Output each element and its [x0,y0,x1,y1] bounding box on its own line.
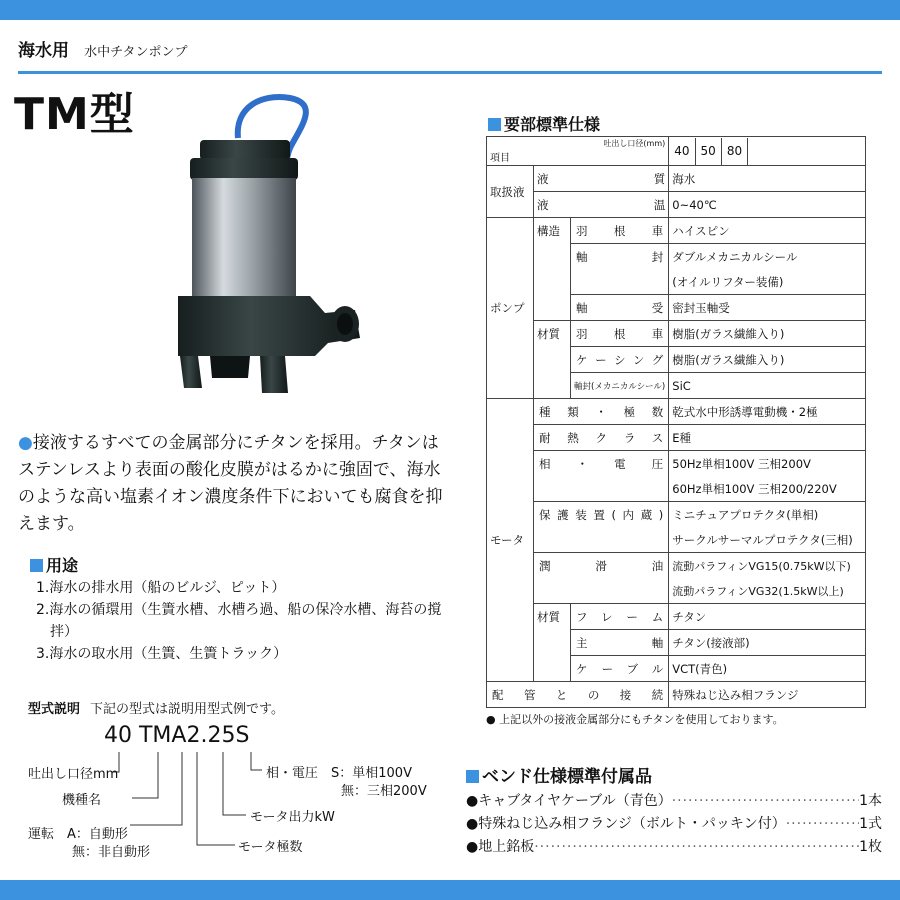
bend-list [466,790,882,859]
pump-illustration [150,88,380,408]
group-liquid: 取扱液 [487,166,534,218]
spec-value: 流動パラフィンVG15(0.75kW以下) [669,553,866,579]
spec-row-label: 液 質 [534,166,669,192]
subtitle-label: 水中チタンポンプ [84,45,188,60]
square-icon [488,118,501,131]
label-bore: 吐出し口径mm [28,767,119,782]
spec-row-label: 保護装置(内蔵) [534,502,669,553]
spec-value: 樹脂(ガラス繊維入り) [669,321,866,347]
spec-value: ミニチュアプロテクタ(単相) [669,502,866,528]
spec-value: チタン(接液部) [669,630,866,656]
list-item: 3.海水の取水用（生簀、生簀トラック） [36,646,288,662]
spec-value: 海水 [669,166,866,192]
spec-row-label: ケーシング [571,347,669,373]
bend-title: ベンド仕様標準付属品 [466,762,652,787]
motor-material: 材質 [534,604,571,682]
spec-row-label: フレーム [571,604,669,630]
group-pump: ポンプ [487,218,534,399]
spec-value: SiC [669,373,866,399]
size-row: 40 50 80 [669,137,866,166]
label-phase-none: 無：三相200V [341,784,427,799]
spec-row-label: 相・電圧 [534,451,669,502]
spec-value: 乾式水中形誘導電動機・2極 [669,399,866,425]
spec-row-label: 羽根車 [571,218,669,244]
page-header [18,36,187,61]
spec-row-label: 主軸 [571,630,669,656]
spec-note: ● 上記以外の接液金属部分にもチタンを使用しております。 [486,713,784,726]
label-poles: モータ極数 [238,840,303,855]
label-output: モータ出力kW [250,810,335,825]
spec-value: 60Hz単相100V 三相200/220V [669,476,866,502]
model-explain-title: 型式説明 下記の型式は説明用型式例です。 [28,702,284,717]
pump-structure: 構造 [534,218,571,321]
spec-value: 流動パラフィンVG32(1.5kW以上) [669,578,866,604]
spec-value: 特殊ねじ込み相フランジ [669,682,866,708]
spec-header-cell: 吐出し口径(mm) 項目 [487,137,669,166]
spec-row-label: 軸封 [571,244,669,295]
uses-title: 用途 [30,553,78,576]
list-item: 1.海水の排水用（船のビルジ、ピット） [36,580,286,596]
spec-row-label: 軸封(メカニカルシール) [571,373,669,399]
pump-material: 材質 [534,321,571,399]
spec-value: ダブルメカニカルシール [669,244,866,270]
spec-value: チタン [669,604,866,630]
list-item: ●特殊ねじ込み相フランジ（ボルト・パッキン付） ····· 1式 [466,813,882,836]
label-phase-s: 相・電圧 S：単相100V [266,766,412,781]
spec-row-label: 耐熱クラス [534,425,669,451]
pump-motor-body [192,178,296,298]
model-code: 40 TMA2.25S [104,723,250,748]
spec-row-label: ケーブル [571,656,669,682]
label-op-none: 無：非自動形 [72,845,151,860]
spec-value: VCT(青色) [669,656,866,682]
label-op-a: 運転 A：自動形 [28,827,128,842]
list-item: ●地上銘板 ····· 1枚 [466,836,882,859]
description [18,430,443,538]
spec-table [486,136,866,708]
spec-row-label: 羽根車 [571,321,669,347]
pump-handle [200,140,290,160]
spec-value: E種 [669,425,866,451]
bottom-band [0,880,900,900]
spec-value: 50Hz単相100V 三相200V [669,451,866,477]
description-text: 接液するすべての金属部分にチタンを採用。チタンはステンレスより表面の酸化皮膜がはるかに強固で、海水のような高い塩素イオン濃度条件下においても腐食を抑えます。 [18,433,443,534]
spec-row-label: 潤滑油 [534,553,669,604]
spec-row-label: 配管との接続 [487,682,669,708]
list-item: ●キャブタイヤケーブル（青色） ····· 1本 [466,790,882,813]
top-band [0,0,900,20]
bullet-icon: ● [18,433,33,453]
list-item: 2.海水の循環用（生簀水槽、水槽ろ過、船の保冷水槽、海苔の撹拌） [36,602,442,640]
header-rule [18,71,882,74]
square-icon [30,559,43,572]
group-motor: モータ [487,399,534,682]
model-explain-note: 下記の型式は説明用型式例です。 [90,702,284,717]
spec-value: 密封玉軸受 [669,295,866,321]
spec-value: (オイルリフター装備) [669,269,866,295]
spec-value: 0~40℃ [669,192,866,218]
spec-value: サークルサーマルプロテクタ(三相) [669,527,866,553]
label-type-name: 機種名 [62,793,102,808]
spec-title: 要部標準仕様 [488,112,600,135]
category-label: 海水用 [18,41,69,61]
uses-list [36,577,456,665]
spec-row-label: 液 温 [534,192,669,218]
spec-row-label: 種類・極数 [534,399,669,425]
model-title: TM型 [14,89,135,140]
spec-row-label: 軸受 [571,295,669,321]
square-icon [466,770,479,783]
spec-value: ハイスピン [669,218,866,244]
spec-value: 樹脂(ガラス繊維入り) [669,347,866,373]
